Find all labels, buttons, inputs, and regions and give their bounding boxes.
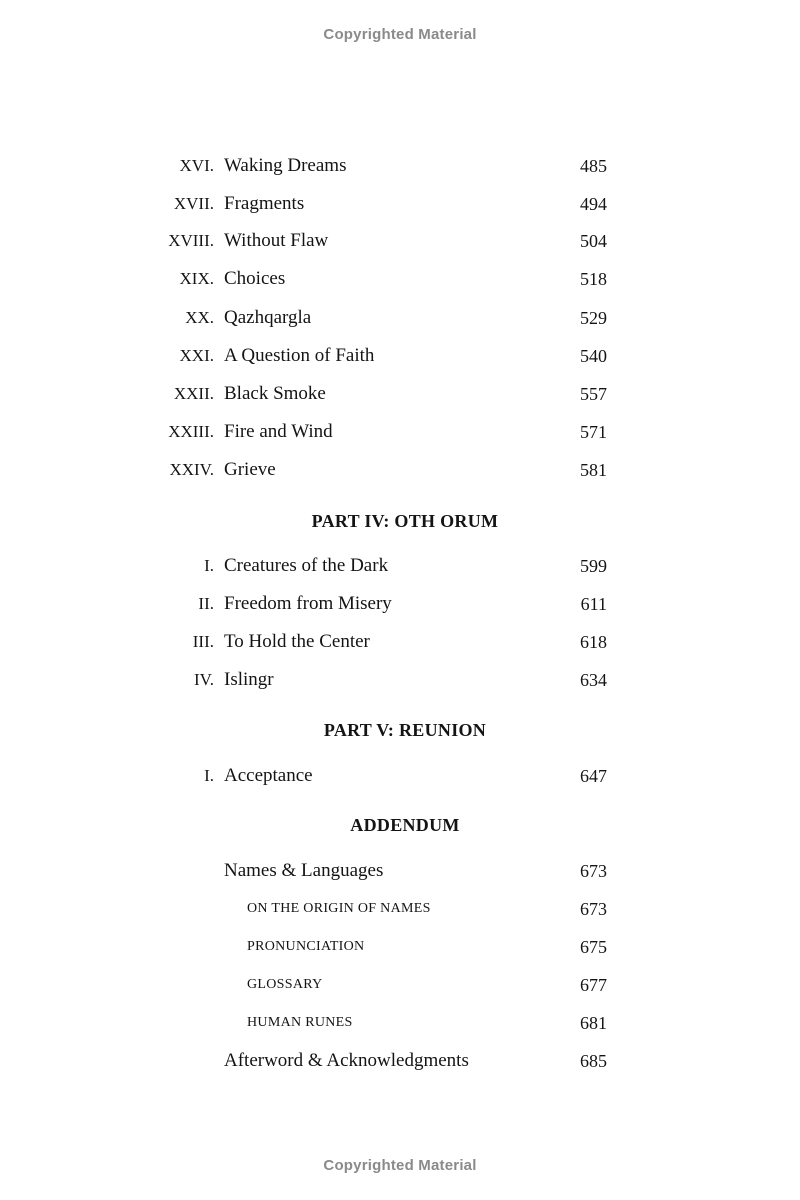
chapter-number: I.: [204, 556, 214, 575]
page-number: 540: [580, 346, 607, 366]
section-title: Names & Languages: [224, 860, 384, 881]
chapter-title: Creatures of the Dark: [224, 555, 389, 576]
toc-entry[interactable]: [0, 226, 800, 256]
chapter-number: XIX.: [179, 269, 214, 288]
chapter-title: Choices: [224, 268, 286, 289]
page-number: 673: [580, 899, 607, 919]
chapter-number: XVIII.: [168, 231, 214, 250]
chapter-number: XXIII.: [168, 422, 214, 441]
chapter-title: Without Flaw: [224, 230, 329, 251]
toc-entry[interactable]: [0, 379, 800, 409]
part-heading: PART IV: OTH ORUM: [311, 511, 499, 531]
toc-subentry[interactable]: [0, 970, 800, 1000]
chapter-title: Freedom from Misery: [224, 593, 392, 614]
page-number: 681: [580, 1013, 607, 1033]
chapter-title: Fragments: [224, 193, 305, 214]
chapter-title: Waking Dreams: [224, 155, 347, 176]
page-number: 518: [580, 269, 607, 289]
page-number: 504: [580, 231, 607, 251]
chapter-title: Grieve: [224, 459, 276, 480]
page-number: 599: [580, 556, 607, 576]
page-number: 673: [580, 861, 607, 881]
watermark-bottom: Copyrighted Material: [323, 1157, 477, 1174]
toc-entry[interactable]: [0, 761, 800, 791]
chapter-title: A Question of Faith: [224, 345, 375, 366]
page-number: 557: [580, 384, 607, 404]
chapter-number: XXI.: [179, 346, 214, 365]
chapter-title: Fire and Wind: [224, 421, 333, 442]
chapter-number: IV.: [194, 670, 214, 689]
toc-entry[interactable]: [0, 589, 800, 619]
toc-entry[interactable]: [0, 455, 800, 485]
page-number: 675: [580, 937, 607, 957]
toc-entry[interactable]: [0, 417, 800, 447]
toc-subentry[interactable]: [0, 894, 800, 924]
subsection-title: GLOSSARY: [247, 977, 323, 992]
chapter-number: III.: [192, 632, 214, 651]
page-number: 685: [580, 1051, 607, 1071]
chapter-number: XVII.: [173, 194, 214, 213]
toc-entry[interactable]: [0, 303, 800, 333]
section-title: Afterword & Acknowledgments: [224, 1050, 469, 1071]
chapter-title: Islingr: [224, 669, 274, 690]
page-number: 677: [580, 975, 607, 995]
chapter-title: Qazhqargla: [224, 307, 312, 328]
page-number: 647: [580, 766, 607, 786]
chapter-number: I.: [204, 766, 214, 785]
toc-entry[interactable]: [0, 856, 800, 886]
chapter-title: Black Smoke: [224, 383, 326, 404]
page-number: 634: [580, 670, 607, 690]
page-number: 571: [580, 422, 607, 442]
toc-entry[interactable]: [0, 189, 800, 219]
page-number: 581: [580, 460, 607, 480]
page-number: 485: [580, 156, 607, 176]
toc-subentry[interactable]: [0, 1008, 800, 1038]
chapter-number: XXIV.: [169, 460, 214, 479]
subsection-title: ON THE ORIGIN OF NAMES: [247, 901, 431, 916]
chapter-number: XXII.: [173, 384, 214, 403]
toc-subentry[interactable]: [0, 932, 800, 962]
subsection-title: HUMAN RUNES: [247, 1015, 353, 1030]
toc-entry[interactable]: [0, 151, 800, 181]
toc-entry[interactable]: [0, 264, 800, 294]
page-number: 618: [580, 632, 607, 652]
chapter-number: XX.: [185, 308, 214, 327]
page-number: 529: [580, 308, 607, 328]
page-number: 611: [580, 594, 607, 614]
addendum-heading: ADDENDUM: [350, 815, 460, 835]
watermark-top: Copyrighted Material: [323, 26, 477, 43]
chapter-number: II.: [198, 594, 214, 613]
subsection-title: PRONUNCIATION: [247, 939, 365, 954]
toc-entry[interactable]: [0, 341, 800, 371]
chapter-title: Acceptance: [224, 765, 313, 786]
part-heading: PART V: REUNION: [323, 720, 487, 740]
chapter-title: To Hold the Center: [224, 631, 370, 652]
toc-entry[interactable]: [0, 551, 800, 581]
toc-entry[interactable]: [0, 665, 800, 695]
toc-entry[interactable]: [0, 627, 800, 657]
page-number: 494: [580, 194, 607, 214]
chapter-number: XVI.: [179, 156, 214, 175]
toc-entry[interactable]: [0, 1046, 800, 1076]
